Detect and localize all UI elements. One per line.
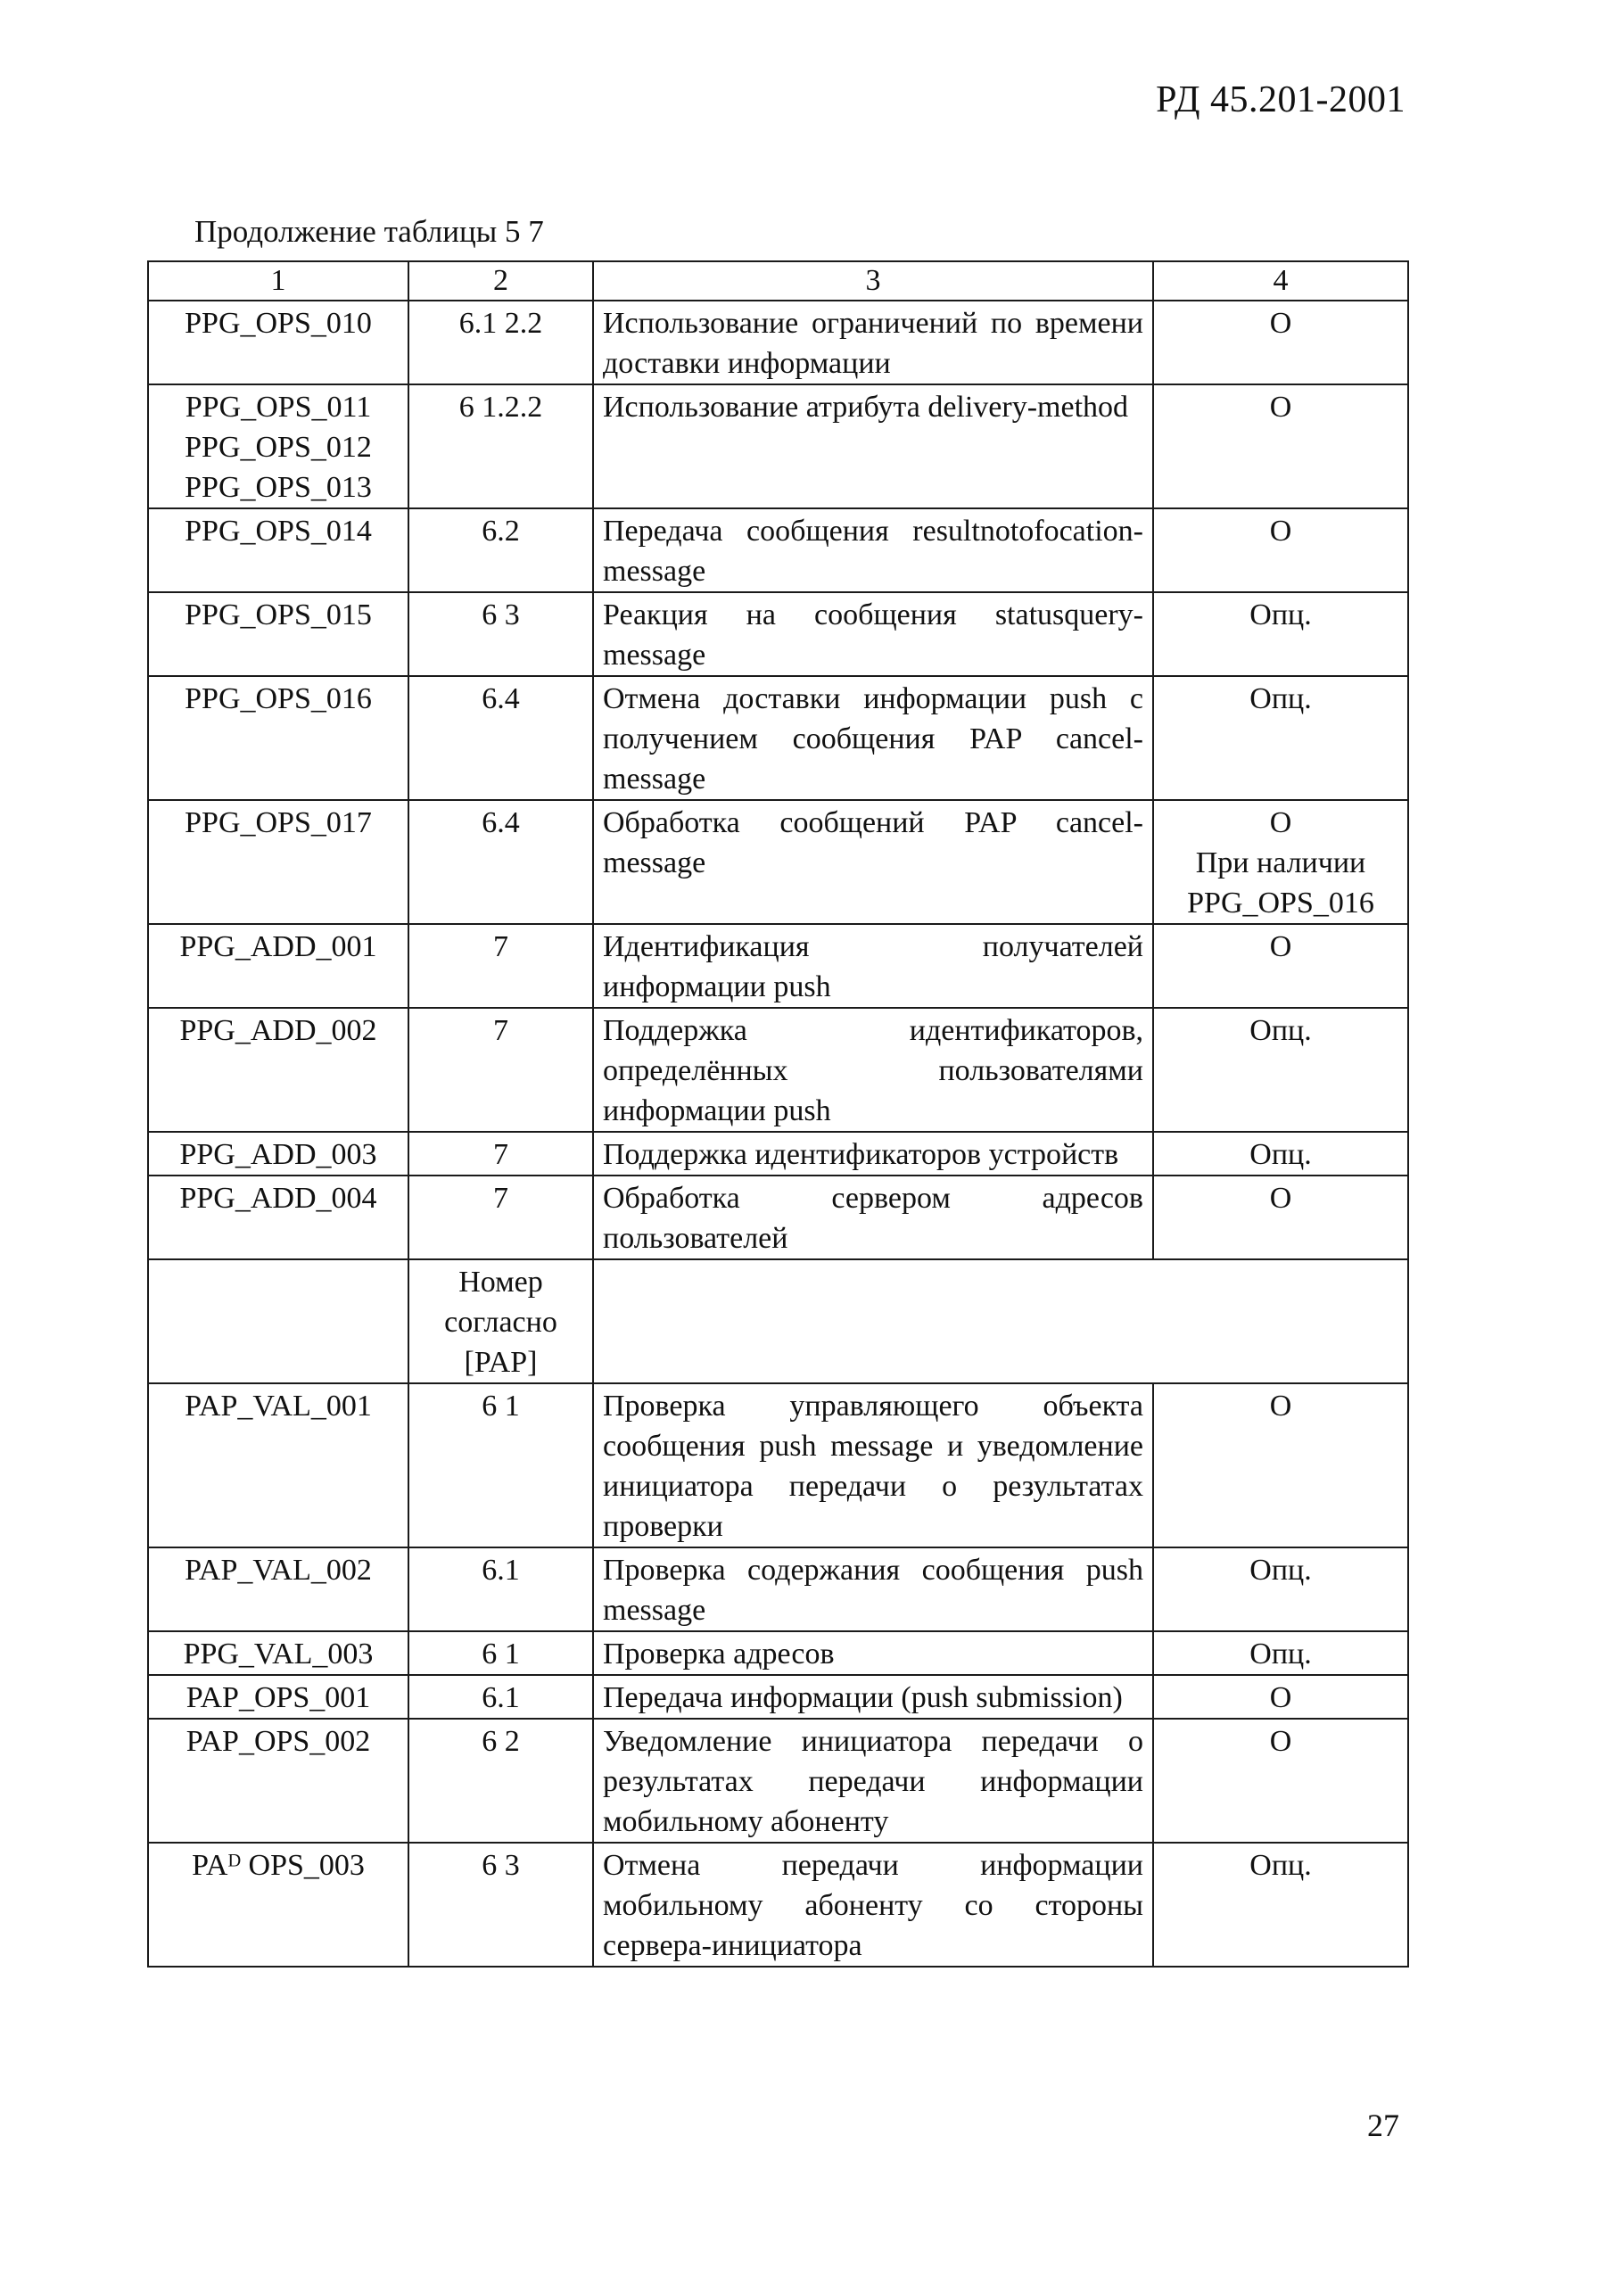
cell-line: 7 <box>493 930 508 963</box>
table-row <box>148 800 1408 924</box>
description-cell: Проверка управляющего объекта сообщения push message и уведомление инициатора передачи о результатах проверки <box>593 1383 1153 1547</box>
cell-line: PPG_OPS_012 <box>185 431 372 464</box>
clause-number-cell <box>408 1719 593 1843</box>
cell-line: PPG_ADD_003 <box>179 1138 377 1171</box>
cell-line: PAP_OPS_002 <box>185 1725 371 1758</box>
description-cell: Отмена передачи информации мобильному абоненту со стороны сервера-инициатора <box>593 1843 1153 1967</box>
description-cell: Использование атрибута delivery-method <box>593 384 1153 508</box>
cell-line: PPG_OPS_010 <box>185 307 372 340</box>
cell-line: PPG_ADD_001 <box>179 930 377 963</box>
clause-number-cell <box>408 1132 593 1176</box>
status-cell <box>1153 1631 1408 1675</box>
description-cell: Передача сообщения resultnotofocation-message <box>593 508 1153 592</box>
status-cell <box>1153 1132 1408 1176</box>
description-cell <box>593 1259 1408 1383</box>
cell-line: O <box>1269 930 1292 963</box>
column-header: 3 <box>593 261 1153 301</box>
cell-line: 7 <box>493 1014 508 1047</box>
cell-line: 6 3 <box>482 1849 520 1882</box>
description-cell: Реакция на сообщения statusquery-message <box>593 592 1153 676</box>
cell-line: O <box>1269 806 1292 839</box>
cell-line: 6.2 <box>482 515 520 548</box>
status-cell <box>1153 924 1408 1008</box>
status-cell <box>1153 301 1408 384</box>
description-cell: Идентификация получателей информации push <box>593 924 1153 1008</box>
cell-line: 6 1 <box>482 1390 520 1423</box>
cell-line: Опц. <box>1249 1849 1312 1882</box>
clause-number-cell <box>408 1843 593 1967</box>
cell-line: 6.1 2.2 <box>458 307 543 340</box>
cell-line: PAᴰ OPS_003 <box>192 1849 365 1882</box>
table-row <box>148 1259 1408 1383</box>
table-row <box>148 1719 1408 1843</box>
cell-line: 6 3 <box>482 598 520 631</box>
cell-line: PPG_ADD_002 <box>179 1014 377 1047</box>
item-id-cell <box>148 1132 408 1176</box>
table-row <box>148 1675 1408 1719</box>
item-id-cell <box>148 1383 408 1547</box>
table-row <box>148 592 1408 676</box>
cell-line: O <box>1269 515 1292 548</box>
requirements-table <box>147 260 1409 1968</box>
cell-line: Опц. <box>1249 1554 1312 1587</box>
table-header-row <box>148 261 1408 301</box>
description-cell: Обработка сервером адресов пользователей <box>593 1176 1153 1259</box>
cell-line: 6 2 <box>482 1725 520 1758</box>
cell-line: [PAP] <box>464 1346 538 1379</box>
clause-number-cell <box>408 1547 593 1631</box>
cell-line: PAP_OPS_001 <box>185 1681 371 1714</box>
status-cell <box>1153 1383 1408 1547</box>
status-cell <box>1153 1719 1408 1843</box>
item-id-cell <box>148 924 408 1008</box>
item-id-cell <box>148 676 408 800</box>
description-cell: Использование ограничений по времени доставки информации <box>593 301 1153 384</box>
clause-number-cell <box>408 1631 593 1675</box>
clause-number-cell <box>408 1176 593 1259</box>
clause-number-cell <box>408 1383 593 1547</box>
cell-line: 6 1.2.2 <box>458 391 543 424</box>
description-cell: Поддержка идентификаторов, определённых пользователями информации push <box>593 1008 1153 1132</box>
status-cell <box>1153 676 1408 800</box>
cell-line: PPG_OPS_013 <box>185 471 372 504</box>
column-header: 4 <box>1153 261 1408 301</box>
status-cell <box>1153 1176 1408 1259</box>
status-cell <box>1153 800 1408 924</box>
cell-line: PPG_OPS_011 <box>185 391 372 424</box>
column-header: 1 <box>148 261 408 301</box>
table-row <box>148 1843 1408 1967</box>
cell-line: 6.1 <box>482 1554 520 1587</box>
status-cell <box>1153 1547 1408 1631</box>
cell-line: PPG_OPS_017 <box>185 806 372 839</box>
item-id-cell <box>148 1675 408 1719</box>
table-row <box>148 1176 1408 1259</box>
document-code: РД 45.201-2001 <box>1156 79 1406 120</box>
clause-number-cell <box>408 676 593 800</box>
clause-number-cell <box>408 301 593 384</box>
description-cell: Обработка сообщений PAP cancel-message <box>593 800 1153 924</box>
cell-line: PAP_VAL_002 <box>185 1554 372 1587</box>
cell-line: PPG_OPS_016 <box>1187 887 1374 920</box>
table-caption: Продолжение таблицы 5 7 <box>194 214 544 249</box>
table-row <box>148 1132 1408 1176</box>
clause-number-cell <box>408 924 593 1008</box>
item-id-cell <box>148 1719 408 1843</box>
item-id-cell <box>148 301 408 384</box>
description-cell: Передача информации (push submission) <box>593 1675 1153 1719</box>
table-row <box>148 924 1408 1008</box>
description-cell: Поддержка идентификаторов устройств <box>593 1132 1153 1176</box>
page-number: 27 <box>1367 2108 1399 2143</box>
cell-line: PPG_VAL_003 <box>183 1638 374 1671</box>
table-row <box>148 1547 1408 1631</box>
cell-line: Опц. <box>1249 1138 1312 1171</box>
cell-line: PPG_OPS_016 <box>185 682 372 715</box>
cell-line: PPG_OPS_014 <box>185 515 372 548</box>
cell-line: O <box>1269 1390 1292 1423</box>
cell-line: согласно <box>444 1306 557 1339</box>
cell-line: 6.1 <box>482 1681 520 1714</box>
status-cell <box>1153 1675 1408 1719</box>
description-cell: Проверка содержания сообщения push message <box>593 1547 1153 1631</box>
table-row <box>148 676 1408 800</box>
cell-line: Опц. <box>1249 1014 1312 1047</box>
cell-line: PPG_OPS_015 <box>185 598 372 631</box>
table-row <box>148 1631 1408 1675</box>
cell-line: O <box>1269 1182 1292 1215</box>
item-id-cell <box>148 1176 408 1259</box>
status-cell <box>1153 592 1408 676</box>
clause-number-cell <box>408 384 593 508</box>
description-cell: Уведомление инициатора передачи о результатах передачи информации мобильному абоненту <box>593 1719 1153 1843</box>
cell-line: 6.4 <box>482 806 520 839</box>
cell-line: PAP_VAL_001 <box>185 1390 372 1423</box>
table-row <box>148 508 1408 592</box>
clause-number-cell <box>408 592 593 676</box>
clause-number-cell <box>408 1675 593 1719</box>
item-id-cell <box>148 1259 408 1383</box>
table-row <box>148 1008 1408 1132</box>
description-cell: Отмена доставки информации push с получением сообщения PAP cancel-message <box>593 676 1153 800</box>
cell-line: 7 <box>493 1138 508 1171</box>
cell-line: Опц. <box>1249 598 1312 631</box>
cell-line: 6 1 <box>482 1638 520 1671</box>
status-cell <box>1153 1843 1408 1967</box>
cell-line: O <box>1269 1725 1292 1758</box>
cell-line: 7 <box>493 1182 508 1215</box>
cell-line: PPG_ADD_004 <box>179 1182 377 1215</box>
cell-line: Номер <box>458 1266 543 1299</box>
status-cell <box>1153 508 1408 592</box>
item-id-cell <box>148 508 408 592</box>
item-id-cell <box>148 384 408 508</box>
clause-number-cell <box>408 1008 593 1132</box>
item-id-cell <box>148 1843 408 1967</box>
item-id-cell <box>148 800 408 924</box>
cell-line: O <box>1269 1681 1292 1714</box>
item-id-cell <box>148 1547 408 1631</box>
clause-number-cell <box>408 1259 593 1383</box>
table-row <box>148 384 1408 508</box>
column-header: 2 <box>408 261 593 301</box>
item-id-cell <box>148 1008 408 1132</box>
status-cell <box>1153 384 1408 508</box>
cell-line: 6.4 <box>482 682 520 715</box>
status-cell <box>1153 1008 1408 1132</box>
clause-number-cell <box>408 800 593 924</box>
table-row <box>148 1383 1408 1547</box>
table-row <box>148 301 1408 384</box>
description-cell: Проверка адресов <box>593 1631 1153 1675</box>
cell-line: O <box>1269 307 1292 340</box>
cell-line: При наличии <box>1195 846 1366 879</box>
cell-line: O <box>1269 391 1292 424</box>
item-id-cell <box>148 1631 408 1675</box>
cell-line: Опц. <box>1249 682 1312 715</box>
item-id-cell <box>148 592 408 676</box>
clause-number-cell <box>408 508 593 592</box>
cell-line: Опц. <box>1249 1638 1312 1671</box>
